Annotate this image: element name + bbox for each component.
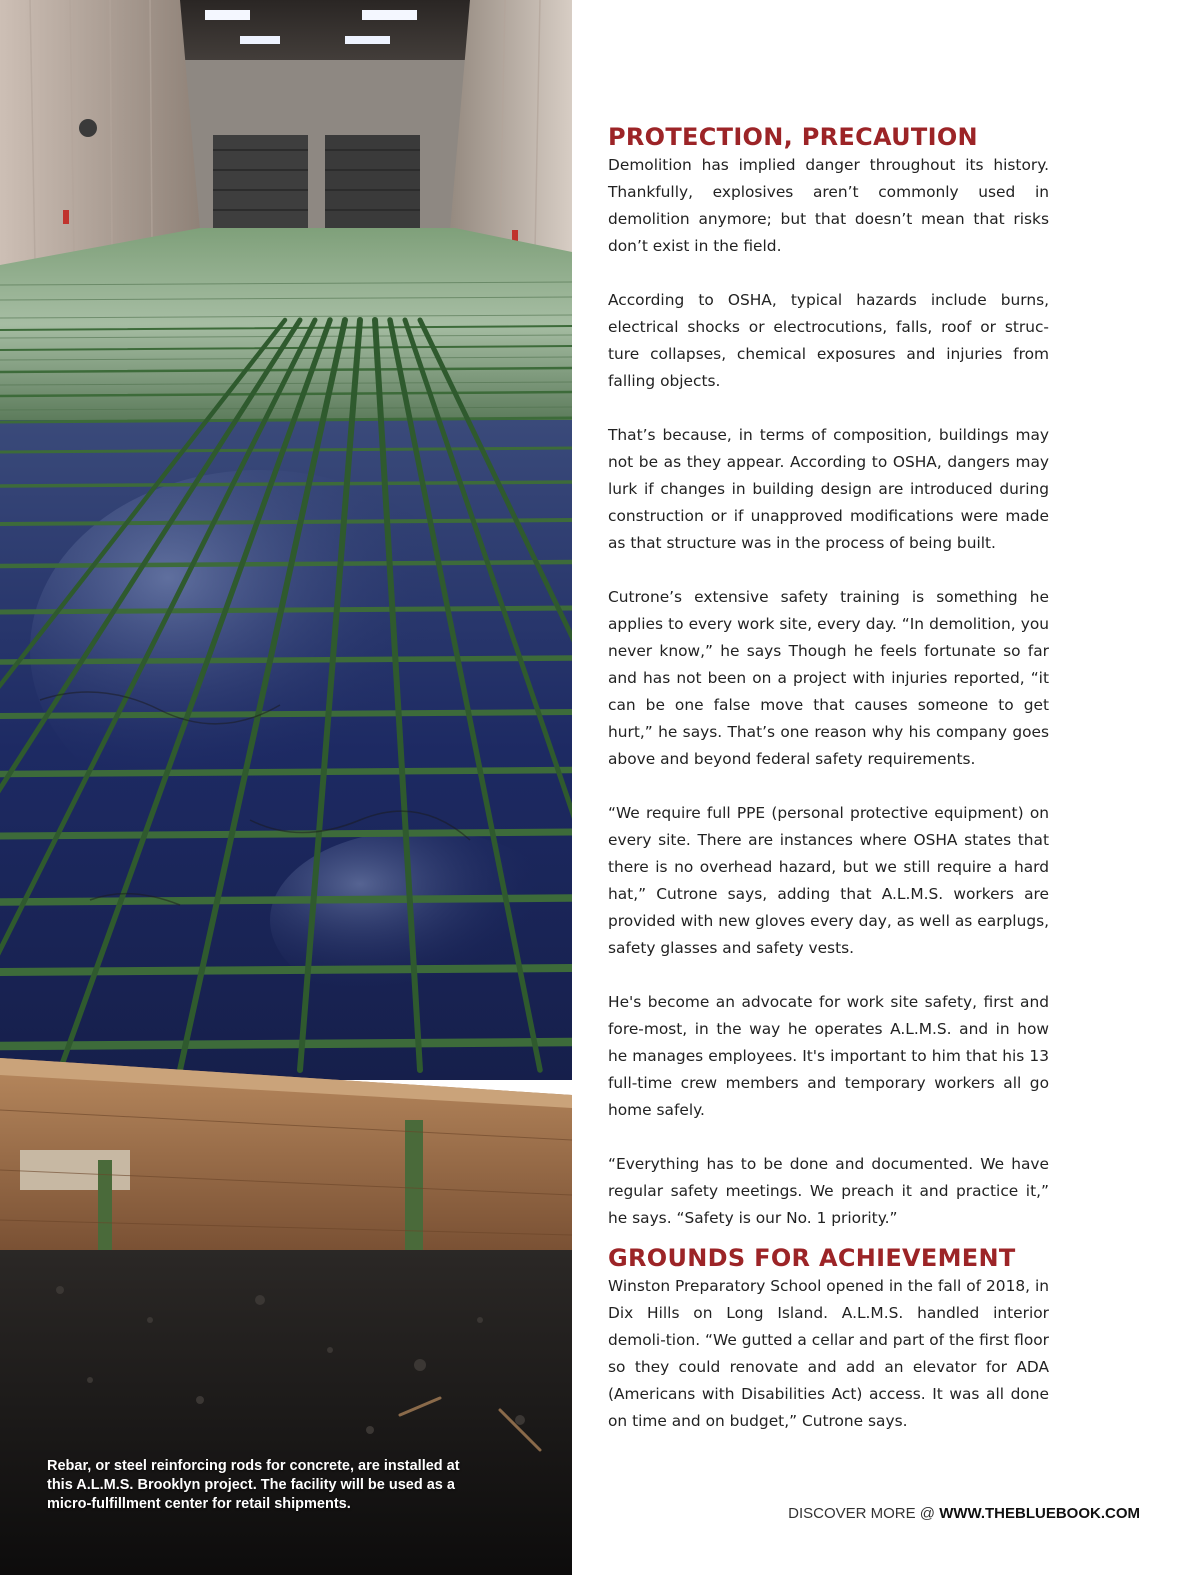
paragraph: “Everything has to be done and documented. We have regular safety meetings. We preach it and practice it,” he says. “Safety is our No. 1 priority.” xyxy=(608,1155,1049,1227)
paragraph: He's become an advocate for work site safety, first and fore-most, in the way he operates A.L.M.S. and in how he manages employees. It's important to him that his 13 full-time crew members and temporary workers all go home safely. xyxy=(608,993,1049,1119)
paragraph: That’s because, in terms of composition, buildings may not be as they appear. According to OSHA, dangers may lurk if changes in building design are introduced during construction or if unapproved modifications were made as that structure was in the process of being built. xyxy=(608,426,1049,552)
section-heading-protection: PROTECTION, PRECAUTION xyxy=(608,123,978,151)
paragraph: Cutrone’s extensive safety training is something he applies to every work site, every day. “In demolition, you never know,” he says Though he feels fortunate so far and has not been on a project with injuries reported, “it can be one false move that causes someone to get hurt,” he says. That’s one reason why his company goes above and beyond federal safety requirements. xyxy=(608,588,1049,768)
paragraph: “We require full PPE (personal protective equipment) on every site. There are instances where OSHA states that there is no overhead hazard, but we still require a hard hat,” Cutrone says, adding that A.L.M.S. workers are provided with new gloves every day, as well as earplugs, safety glasses and safety vests. xyxy=(608,804,1049,957)
footer-url-link[interactable]: WWW.THEBLUEBOOK.COM xyxy=(939,1505,1140,1522)
article-column xyxy=(608,122,1049,1435)
photo-caption: Rebar, or steel reinforcing rods for concrete, are installed at this A.L.M.S. Brooklyn project. The facility will be used as a micro-fulfillment center for retail shipments. xyxy=(47,1458,460,1512)
footer-prefix: DISCOVER MORE @ xyxy=(788,1505,940,1522)
paragraph: Winston Preparatory School opened in the fall of 2018, in Dix Hills on Long Island. A.L.M.S. handled interior demoli-tion. “We gutted a cellar and part of the first floor so they could renovate and add an elevator for ADA (Americans with Disabilities Act) access. It was all done on time and on budget,” Cutrone says. xyxy=(608,1277,1049,1430)
rebar-photo xyxy=(0,0,572,1575)
section-heading-grounds: GROUNDS FOR ACHIEVEMENT xyxy=(608,1244,1016,1272)
paragraph: According to OSHA, typical hazards include burns, electrical shocks or electrocutions, falls, roof or struc-ture collapses, chemical exposures and injuries from falling objects. xyxy=(608,291,1049,390)
footer-discover-more xyxy=(788,1505,1140,1522)
paragraph: Demolition has implied danger throughout its history. Thankfully, explosives aren’t commonly used in demolition anymore; but that doesn’t mean that risks don’t exist in the field. xyxy=(608,156,1049,255)
